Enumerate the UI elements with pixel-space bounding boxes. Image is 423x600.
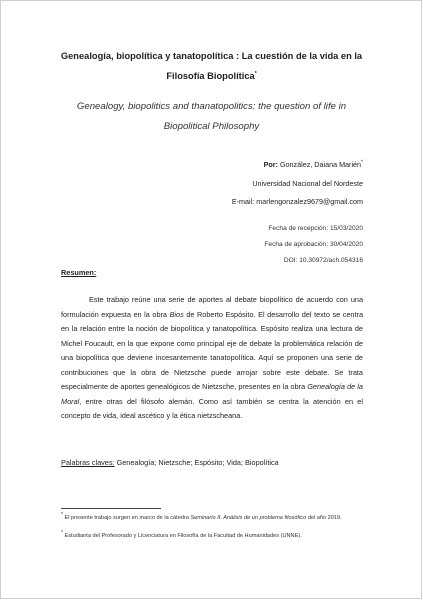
- author-name: González, Daiana Marién: [279, 160, 362, 169]
- date-received: Fecha de recepción: 15/03/2020: [268, 225, 363, 232]
- author-footnote-mark: *: [361, 159, 363, 166]
- footnote-1: [61, 514, 366, 523]
- author-email: E-mail: marlengonzalez9679@gmail.com: [231, 197, 363, 206]
- footnote-2-mark: *: [61, 530, 63, 537]
- doi: DOI: 10.30972/ach.054316: [283, 257, 363, 264]
- keywords-label: Palabras claves:: [61, 458, 115, 467]
- abstract-part-3: , entre otras del filósofo alemán. Como así también se centra la atención en el concepto de vida, ideal ascético y la ética nietzscheana.: [61, 396, 363, 420]
- date-approved: Fecha de aprobación: 30/04/2020: [264, 241, 363, 248]
- keywords-list: Genealogía; Nietzsche; Espósito; Vida; Biopolítica: [114, 458, 279, 467]
- title-footnote-mark: *: [254, 70, 257, 77]
- title-line-2: [50, 66, 373, 86]
- abstract-part-2: de Roberto Espósito. El desarrollo del texto se centra en la relación entre la noción de biopolítica y tanatopolítica. Espósito realiza una lectura de Michel Foucault, en la que expone como principal eje de debate la problemática relación de una biopolítica que deviene incesantemente tanatopolítica. Aquí se proponen una serie de contribuciones que la obra de Nietzsche puede arrojar sobre este debate. Se trata especialmente de aportes genealógicos de Nietzsche, presentes en la obra: [61, 309, 363, 391]
- title-line-1: Genealogía, biopolítica y tanatopolítica : La cuestión de la vida en la: [60, 51, 363, 61]
- keywords-line: [61, 458, 279, 467]
- author-institution: Universidad Nacional del Nordeste: [252, 179, 363, 188]
- abstract-heading: Resumen:: [61, 268, 97, 277]
- article-subtitle-english: [55, 97, 368, 137]
- abstract-part-1: Este trabajo reúne una serie de aportes al debate biopolítico de acuerdo con una formulación expuesta en la obra: [61, 295, 363, 319]
- abstract-paragraph: [61, 293, 363, 424]
- abstract-work-genealogia: Genealogía de la Moral: [61, 382, 363, 406]
- footnote-separator: [61, 508, 161, 509]
- footnote-1-text-c: del año 2019.: [306, 515, 342, 521]
- footnote-1-course: Seminario II. Análisis de un problema filosófico: [190, 515, 307, 521]
- abstract-work-bios: Bios: [169, 309, 184, 319]
- article-title: [50, 46, 373, 86]
- subtitle-line-1: Genealogy, biopolitics and thanatopolitics: the question of life in: [76, 101, 347, 112]
- footnote-2: [61, 532, 366, 541]
- footnote-1-text-a: El presente trabajo surgen en marco de la cátedra: [62, 515, 191, 521]
- title-line-2-text: Filosofía Biopolítica: [166, 71, 255, 81]
- author-line: [264, 160, 363, 169]
- footnote-2-text: Estudianta del Profesorado y Licenciatura en Filosofía de la Facultad de Humanidades (UNNE).: [62, 533, 302, 539]
- footnote-1-mark: *: [61, 512, 63, 519]
- author-label: Por:: [263, 160, 278, 169]
- subtitle-line-2: Biopolitical Philosophy: [163, 121, 260, 132]
